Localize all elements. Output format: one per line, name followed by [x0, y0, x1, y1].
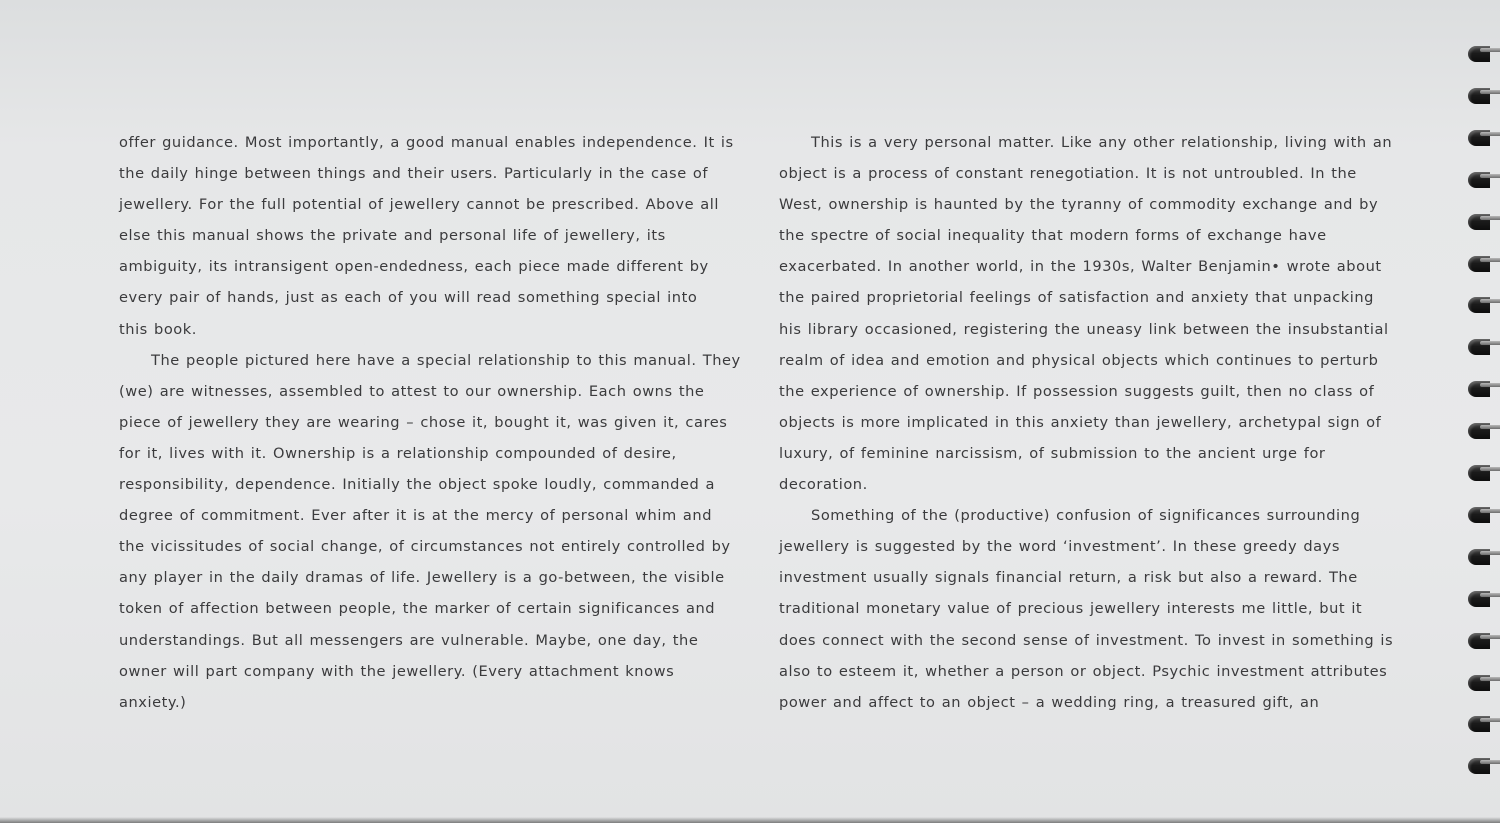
text-line: his library occasioned, registering the uneasy link between the insubstantial [779, 320, 1389, 338]
text-line: responsibility, dependence. Initially the object spoke loudly, commanded a [119, 476, 716, 494]
text-line: object is a process of constant renegotiation. It is not untroubled. In the [779, 165, 1357, 183]
spiral-ring [1466, 212, 1500, 232]
text-line: offer guidance. Most importantly, a good manual enables independence. It is [119, 134, 734, 151]
paragraph-start-line: This is a very personal matter. Like any other relationship, living with an [811, 134, 1393, 151]
text-line: (we) are witnesses, assembled to attest to our ownership. Each owns the [119, 382, 705, 400]
text-line: the paired proprietorial feelings of satisfaction and anxiety that unpacking [779, 289, 1374, 307]
text-line: the experience of ownership. If possession suggests guilt, then no class of [779, 382, 1375, 400]
text-line: degree of commitment. Ever after it is at the mercy of personal whim and [119, 507, 713, 525]
text-line: decoration. [779, 476, 868, 494]
spiral-ring [1466, 756, 1500, 776]
paragraph-start-line: The people pictured here have a special relationship to this manual. They [151, 351, 741, 369]
text-line: objects is more implicated in this anxiety than jewellery, archetypal sign of [779, 413, 1382, 431]
spiral-ring [1466, 254, 1500, 274]
spiral-ring [1466, 44, 1500, 64]
spiral-ring [1466, 505, 1500, 525]
spiral-ring [1466, 463, 1500, 483]
text-line: for it, lives with it. Ownership is a relationship compounded of desire, [119, 444, 677, 462]
spiral-ring [1466, 421, 1500, 441]
spiral-ring [1466, 86, 1500, 106]
spiral-ring [1466, 128, 1500, 148]
text-line: traditional monetary value of precious jewellery interests me little, but it [779, 600, 1363, 618]
spiral-ring [1466, 170, 1500, 190]
text-line: does connect with the second sense of investment. To invest in something is [779, 631, 1394, 649]
text-line: jewellery. For the full potential of jewellery cannot be prescribed. Above all [119, 196, 720, 214]
right-text-column [779, 127, 1394, 718]
text-line: anxiety.) [119, 693, 187, 711]
spiral-ring [1466, 714, 1500, 734]
text-line: realm of idea and emotion and physical objects which continues to perturb [779, 351, 1379, 369]
text-line: investment usually signals financial return, a risk but also a reward. The [779, 569, 1358, 587]
text-line: ambiguity, its intransigent open-endedness, each piece made different by [119, 258, 709, 276]
text-line: the daily hinge between things and their users. Particularly in the case of [119, 165, 709, 183]
text-line: understandings. But all messengers are vulnerable. Maybe, one day, the [119, 631, 699, 649]
text-line: this book. [119, 320, 197, 338]
text-line: the spectre of social inequality that modern forms of exchange have [779, 227, 1327, 245]
paragraph-start-line: Something of the (productive) confusion of significances surrounding [811, 507, 1361, 525]
spiral-ring [1466, 379, 1500, 399]
text-line: exacerbated. In another world, in the 1930s, Walter Benjamin• wrote about [779, 258, 1382, 276]
spiral-ring [1466, 337, 1500, 357]
text-line: token of affection between people, the marker of certain significances and [119, 600, 716, 618]
left-text-column [119, 127, 741, 718]
spiral-ring [1466, 631, 1500, 651]
spiral-ring [1466, 295, 1500, 315]
text-line: owner will part company with the jewellery. (Every attachment knows [119, 662, 675, 680]
text-line: jewellery is suggested by the word ‘investment’. In these greedy days [779, 538, 1340, 556]
spiral-ring [1466, 589, 1500, 609]
text-line: luxury, of feminine narcissism, of submission to the ancient urge for [779, 444, 1326, 462]
spiral-ring [1466, 547, 1500, 567]
text-line: any player in the daily dramas of life. Jewellery is a go-between, the visible [119, 569, 725, 587]
text-line: piece of jewellery they are wearing – chose it, bought it, was given it, cares [119, 413, 728, 431]
text-line: also to esteem it, whether a person or object. Psychic investment attributes [779, 662, 1388, 680]
text-line: else this manual shows the private and personal life of jewellery, its [119, 227, 666, 245]
spiral-ring [1466, 673, 1500, 693]
text-line: the vicissitudes of social change, of circumstances not entirely controlled by [119, 538, 731, 556]
spiral-binding [1460, 0, 1500, 823]
text-line: power and affect to an object – a wedding ring, a treasured gift, an [779, 693, 1320, 711]
text-line: West, ownership is haunted by the tyranny of commodity exchange and by [779, 196, 1379, 214]
text-line: every pair of hands, just as each of you will read something special into [119, 289, 698, 307]
